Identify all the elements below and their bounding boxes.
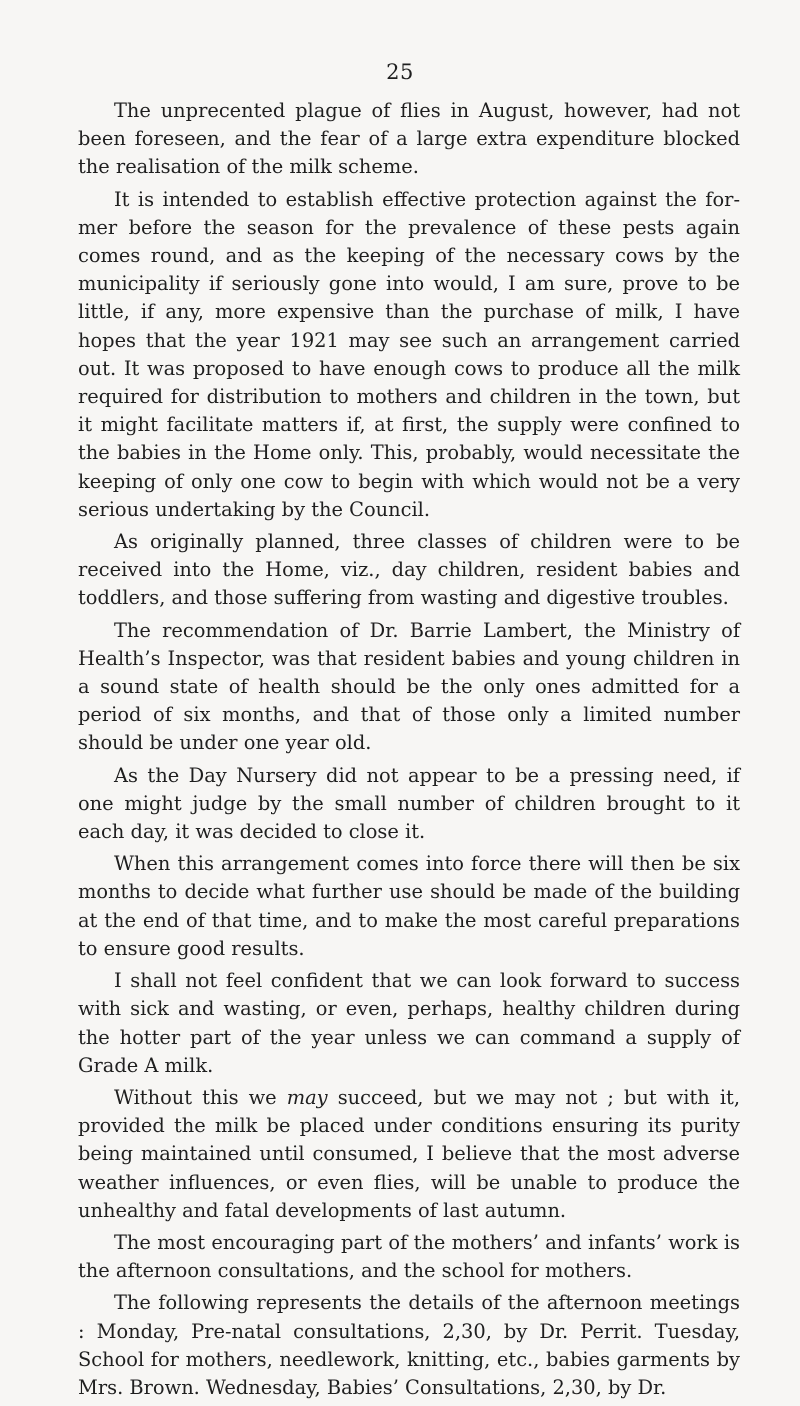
paragraph: The recommendation of Dr. Barrie Lambert, the Ministry of Health’s Inspector, was that resident babies and young children in a sound state of health should be the only ones admitted for a period of six months, and that of those only a limited number should be under one year old. <box>78 618 740 755</box>
paragraph: As the Day Nursery did not appear to be a pressing need, if one might judge by the small number of children brought to it each day, it was decided to close it. <box>78 763 740 844</box>
paragraph: As originally planned, three classes of children were to be received into the Home, viz., day children, resident babies and toddlers, and those suffering from wasting and digestive troubles. <box>78 530 740 610</box>
paragraph <box>78 1084 740 1225</box>
paragraph: The most encouraging part of the mothers’ and infants’ work is the afternoon consultations, and the school for mothers. <box>78 1230 740 1283</box>
paragraph: The following represents the details of the afternoon meetings : Monday, Pre-natal consultations, 2,30, by Dr. Perrit. Tuesday, School for mothers, needlework, knitting, etc., babies garments by Mrs. Brown. Wednesday, Babies’ Consultations, 2,30, by Dr. <box>78 1291 740 1399</box>
paragraph: When this arrangement comes into force there will then be six months to decide what further use should be made of the building at the end of that time, and to make the most careful preparations to ensure good results. <box>78 852 740 960</box>
body-text <box>78 97 740 1406</box>
paragraph-text: succeed, but we may not ; but with it, provided the milk be placed under conditions ensuring its purity being maintained until consumed, I believe that the most adverse weather influences, or even flies, will be unable to produce the unhealthy and fatal developments of last autumn. <box>78 1085 740 1222</box>
paragraph: I shall not feel confident that we can look forward to success with sick and wasting, or even, perhaps, healthy children during the hotter part of the year unless we can command a supply of Grade A milk. <box>78 969 740 1077</box>
emphasized-word: may <box>286 1085 328 1109</box>
paragraph: It is intended to establish effective protection against the former before the season for the prevalence of these pests again comes round, and as the keeping of the necessary cows by the municipality if seriously gone into would, I am sure, prove to be little, if any, more expensive than the purchase of milk, I have hopes that the year 1921 may see such an arrangement carried out. It was proposed to have enough cows to produce all the milk required for distribution to mothers and children in the town, but it might facilitate matters if, at first, the supply were confined to the babies in the Home only. This, probably, would necessitate the keeping of only one cow to begin with which would not be a very serious undertaking by the Council. <box>78 187 740 521</box>
page-number: 25 <box>386 60 414 84</box>
paragraph: The unprecented plague of flies in August, however, had not been foreseen, and the fear of a large extra expenditure blocked the realisation of the milk scheme. <box>78 99 740 179</box>
paragraph-text: Without this we <box>114 1085 287 1109</box>
